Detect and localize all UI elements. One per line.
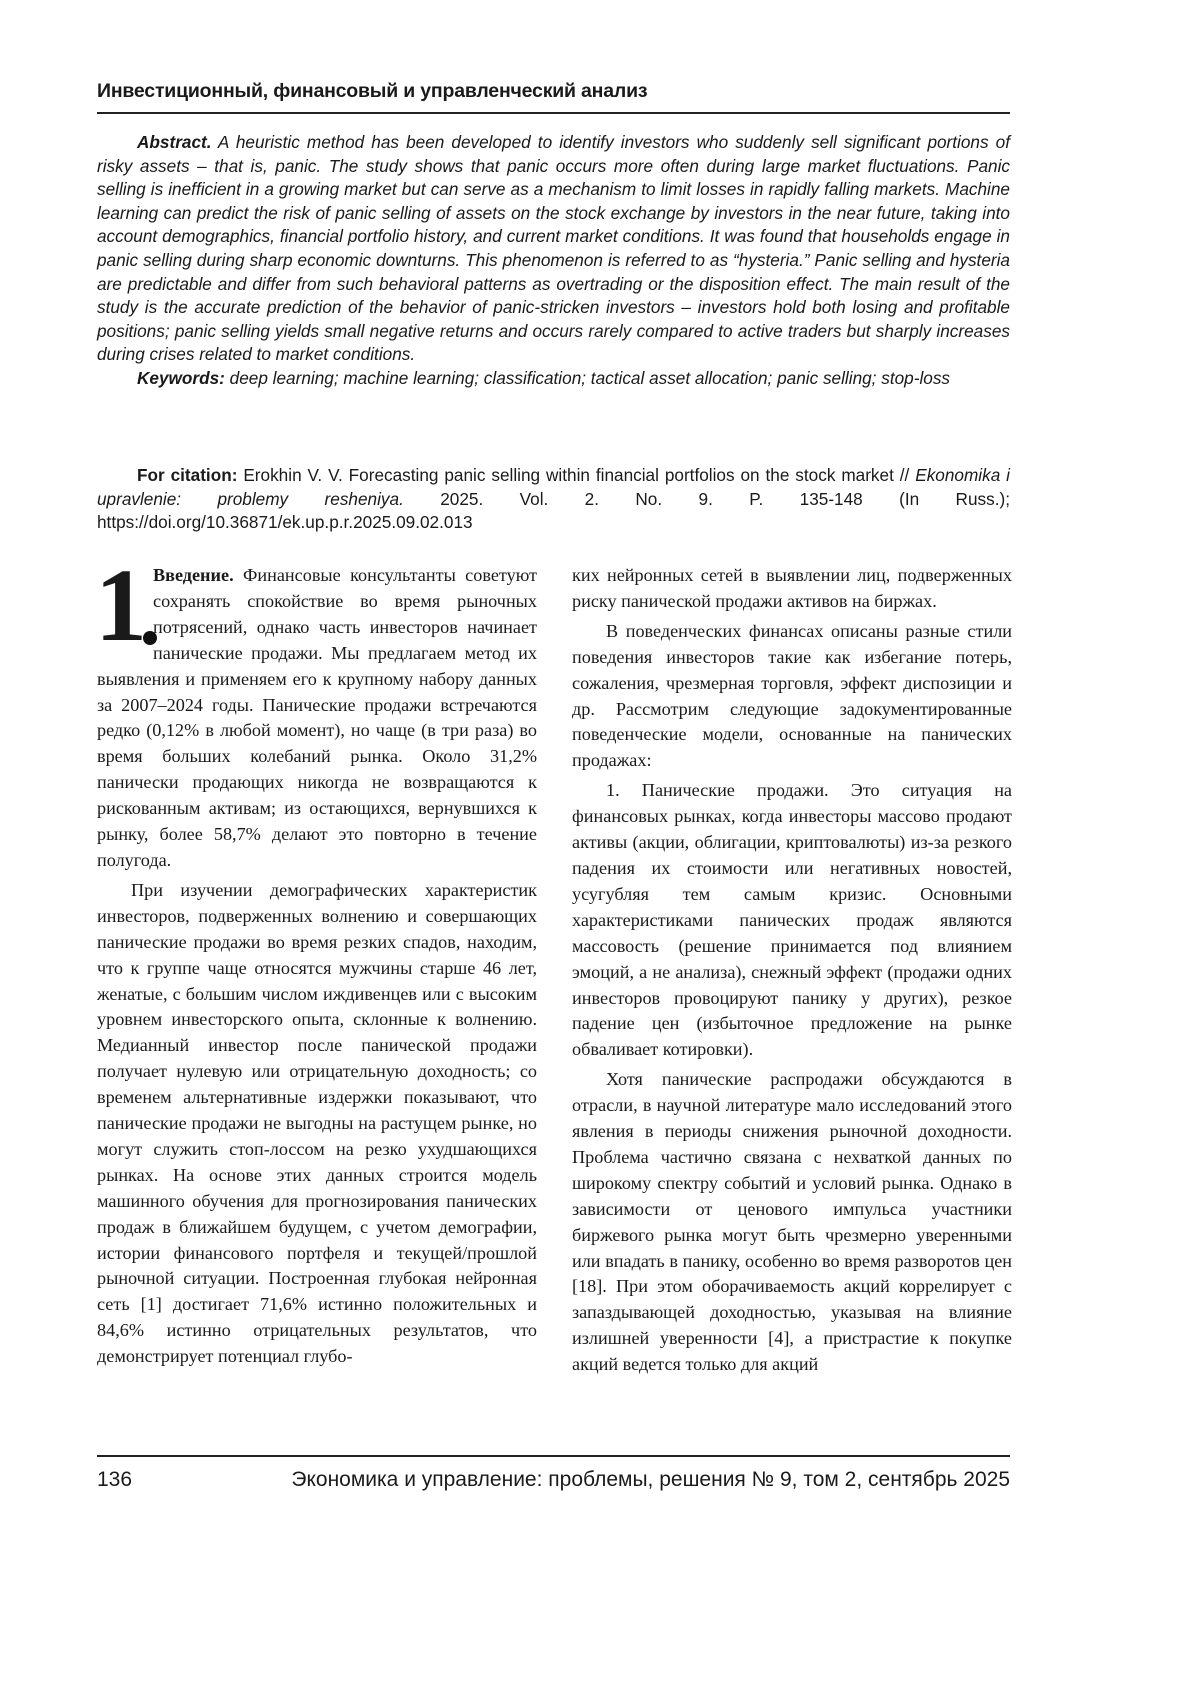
body-paragraph: ких нейронных сетей в выявлении лиц, подверженных риску панической продажи активов на биржах. xyxy=(572,563,1012,615)
drop-cap-number: 1 xyxy=(95,548,147,663)
citation-text: Erokhin V. V. Forecasting panic selling within financial portfolios on the stock market // xyxy=(237,465,915,485)
body-paragraph: Хотя панические распродажи обсуждаются в отрасли, в научной литературе мало исследований этого явления в периоды снижения рыночной доходности. Проблема частично связана с нехваткой данных по широкому спектру событий и условий рынка. Однако в зависимости от ценового импульса участники биржевого рынка могут быть чрезмерно уверенными или впадать в панику, особенно во время разворотов цен [18]. При этом оборачиваемость акций коррелирует с запаздывающей доходностью, указывая на влияние излишней уверенности [4], а пристрастие к покупке акций ведется только для акций xyxy=(572,1067,1012,1378)
body-paragraph: В поведенческих финансах описаны разные стили поведения инвесторов такие как избегание потерь, сожаления, чрезмерная торговля, эффект диспозиции и др. Рассмотрим следующие задокументированные поведенческие модели, основанные на панических продажах: xyxy=(572,619,1012,774)
header-rule xyxy=(97,112,1010,114)
paragraph-text: Финансовые консультанты советуют сохранять спокойствие во время рыночных потрясений, однако часть инвесторов начинает панические продажи. Мы предлагаем метод их выявления и применяем его к крупному набору данных за 2007–2024 годы. Панические продажи встречаются редко (0,12% в любой момент), но чаще (в три раза) во время больших колебаний рынка. Около 31,2% панически продающих никогда не возвращаются к рискованным активам; из остающихся, вернувшихся к рынку, более 58,7% делают это повторно в течение полугода. xyxy=(97,565,537,870)
page-footer xyxy=(97,1468,1010,1492)
abstract-text: A heuristic method has been developed to identify investors who suddenly sell significant portions of risky assets – that is, panic. The study shows that panic occurs more often during large market fluctuations. Panic selling is inefficient in a growing market but can serve as a mechanism to limit losses in rapidly falling markets. Machine learning can predict the risk of panic selling of assets on the stock exchange by investors in the near future, taking into account demographics, financial portfolio history, and current market conditions. It was found that households engage in panic selling during sharp economic downturns. This phenomenon is referred to as “hysteria.” Panic selling and hysteria are predictable and differ from such behavioral patterns as overtrading or the disposition effect. The main result of the study is the accurate prediction of the behavior of panic-stricken investors – investors hold both losing and profitable positions; panic selling yields small negative returns and occurs rarely compared to active traders but sharply increases during crises related to market conditions. xyxy=(97,132,1010,364)
running-header: Инвестиционный, финансовый и управленческий анализ xyxy=(97,80,1010,103)
journal-info: Экономика и управление: проблемы, решения № 9, том 2, сентябрь 2025 xyxy=(291,1468,1010,1492)
abstract-paragraph xyxy=(97,131,1010,367)
abstract-block xyxy=(97,131,1010,391)
abstract-label: Abstract. xyxy=(137,132,212,152)
list-item: 1. Панические продажи. Это ситуация на финансовых рынках, когда инвесторы массово продают активы (акции, облигации, криптовалюты) из-за резкого падения их стоимости или негативных новостей, усугубляя тем самым кризис. Основными характеристиками панических продаж являются массовость (решение принимается под влиянием эмоций, а не анализа), снежный эффект (продажи одних инвесторов провоцируют панику у других), резкое падение цен (избыточное предложение на рынке обваливает котировки). xyxy=(572,778,1012,1063)
keywords-text: deep learning; machine learning; classification; tactical asset allocation; panic selling; stop-loss xyxy=(225,368,950,388)
body-column-right xyxy=(572,563,1012,1382)
body-column-left xyxy=(97,563,537,1374)
intro-paragraph xyxy=(97,563,537,874)
body-paragraph: При изучении демографических характеристик инвесторов, подверженных волнению и совершающих панические продажи во время резких спадов, находим, что к группе чаще относятся мужчины старше 46 лет, женатые, с большим числом иждивенцев или с высоким уровнем инвесторского опыта, склонные к волнению. Медианный инвестор после панической продажи получает нулевую или отрицательную доходность; со временем альтернативные издержки показывают, что панические продажи не выгодны на растущем рынке, но могут служить стоп-лоссом на резко ухудшающихся рынках. На основе этих данных строится модель машинного обучения для прогнозирования панических продаж в ближайшем будущем, с учетом демографии, истории финансового портфеля и текущей/прошлой рыночной ситуации. Построенная глубокая нейронная сеть [1] достигает 71,6% истинно положительных и 84,6% истинно отрицательных результатов, что демонстрирует потенциал глубо- xyxy=(97,878,537,1370)
citation-label: For citation: xyxy=(137,465,237,485)
footer-rule xyxy=(97,1455,1010,1457)
citation-journal: Ekonomika i upravlenie: problemy resheniya. xyxy=(97,465,1010,509)
drop-cap-dot xyxy=(143,631,157,645)
page-number: 136 xyxy=(97,1468,132,1492)
citation-block xyxy=(97,464,1010,535)
keywords-paragraph xyxy=(97,367,1010,391)
citation-details: 2025. Vol. 2. No. 9. P. 135-148 (In Russ.); https://doi.org/10.36871/ek.up.p.r.2025.09.02.013 xyxy=(97,489,1010,533)
drop-cap xyxy=(95,569,147,645)
section-heading: Введение. xyxy=(153,565,234,585)
keywords-label: Keywords: xyxy=(137,368,225,388)
